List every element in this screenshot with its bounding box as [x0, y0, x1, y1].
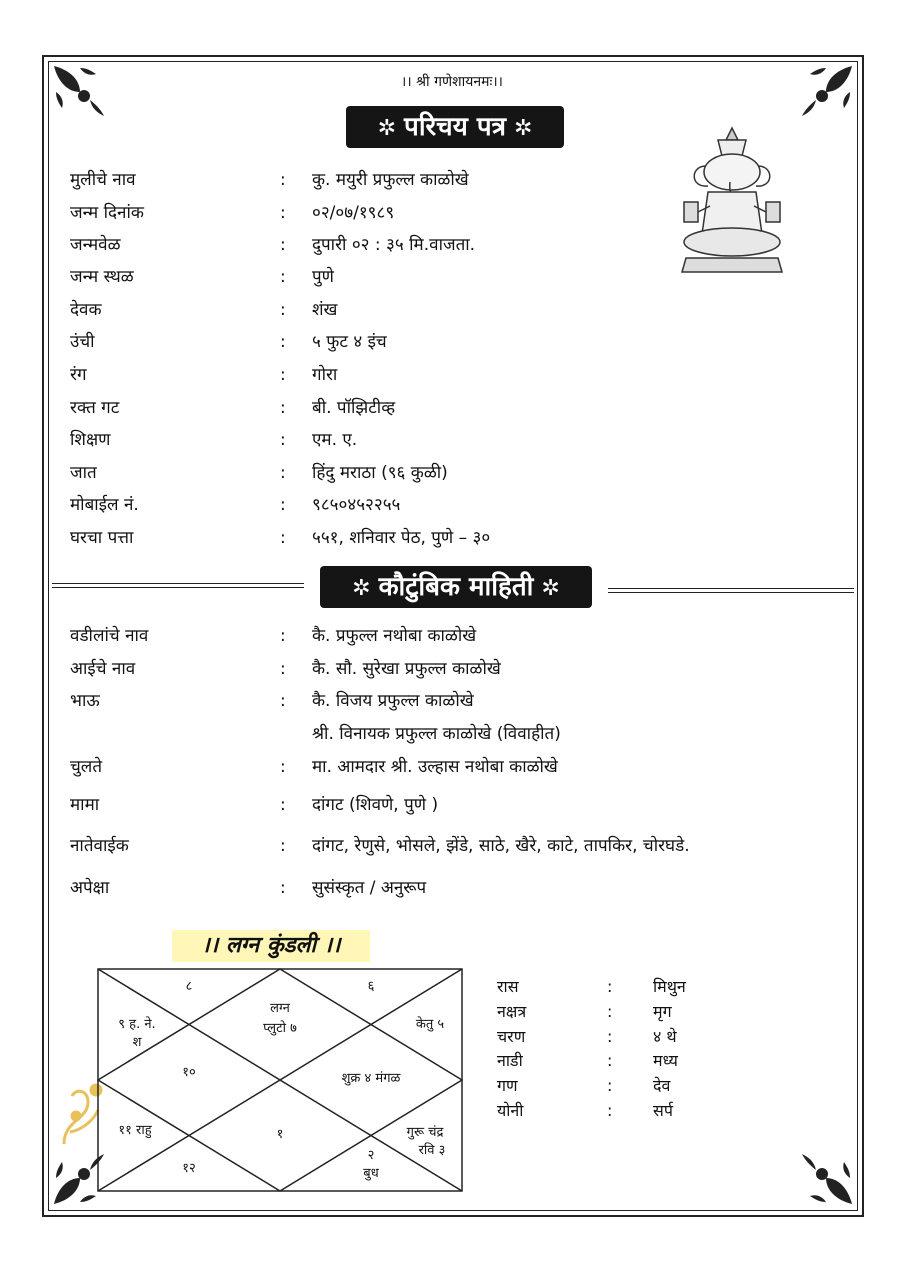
row-value: ९८५०४५२२५५ — [312, 495, 401, 515]
star-icon: ✲ — [377, 116, 397, 141]
row-label: उंची — [70, 332, 95, 352]
astro-colon: : — [607, 1101, 613, 1120]
section-divider-left — [52, 583, 304, 588]
row-value: दांगट, रेणुसे, भोसले, झेंडे, साठे, खैरे, काटे, तापकिर, चोरघडे. — [312, 836, 690, 856]
row-colon: : — [280, 365, 286, 385]
astro-label: नक्षत्र — [497, 1002, 527, 1021]
row-label: चुलते — [70, 757, 103, 777]
floral-corner-icon — [798, 62, 856, 120]
floral-corner-icon — [798, 1150, 856, 1208]
astro-label: रास — [497, 977, 519, 996]
row-value: सुसंस्कृत / अनुरूप — [312, 878, 427, 898]
row-value: हिंदु मराठा (९६ कुळी) — [312, 463, 448, 483]
house-1-planet: प्लुटो ७ — [263, 1021, 297, 1036]
astro-label: चरण — [497, 1027, 526, 1046]
row-value: कै. विजय प्रफुल्ल काळोखे — [312, 691, 474, 711]
row-colon: : — [280, 626, 286, 646]
astro-value: मध्य — [653, 1051, 678, 1070]
astro-value: ४ थे — [653, 1027, 677, 1046]
house-6-label: ६ — [367, 979, 375, 994]
row-value: कै. सौ. सुरेखा प्रफुल्ल काळोखे — [312, 659, 501, 679]
row-colon: : — [280, 757, 286, 777]
row-label: नातेवाईक — [70, 836, 129, 856]
row-colon: : — [280, 463, 286, 483]
row-colon: : — [280, 300, 286, 320]
row-value: पुणे — [312, 267, 334, 287]
row-colon: : — [280, 836, 286, 856]
row-colon: : — [280, 795, 286, 815]
row-value: बी. पॉझिटीव्ह — [312, 398, 396, 418]
kundli-chart — [97, 968, 463, 1192]
row-value: शंख — [312, 300, 338, 320]
row-colon: : — [280, 495, 286, 515]
house-10-label: १० — [182, 1065, 196, 1080]
house-2-label: २ — [367, 1148, 375, 1163]
floral-corner-icon — [50, 62, 108, 120]
house-9-label: ९ ह. ने. — [118, 1017, 156, 1032]
row-colon: : — [280, 398, 286, 418]
row-label: रंग — [70, 365, 87, 385]
row-label: मुलीचे नाव — [70, 170, 136, 190]
row-label: देवक — [70, 300, 102, 320]
row-value: दुपारी ०२ : ३५ मि.वाजता. — [312, 235, 476, 255]
house-3-label: रवि ३ — [418, 1143, 446, 1158]
row-label: जन्म स्थळ — [70, 267, 134, 287]
row-colon: : — [280, 528, 286, 548]
house-5-label: केतु ५ — [415, 1017, 445, 1032]
row-value: ५ फुट ४ इंच — [312, 332, 387, 352]
row-colon: : — [280, 170, 286, 190]
section-title-text: परिचय पत्र — [404, 112, 506, 142]
row-label: जन्म दिनांक — [70, 203, 144, 223]
star-icon: ✲ — [513, 116, 533, 141]
house-12-label: १२ — [182, 1161, 196, 1176]
star-icon: ✲ — [541, 576, 560, 601]
row-label: जात — [70, 463, 97, 483]
row-value: गोरा — [312, 365, 338, 385]
house-1-lagna: लग्न — [270, 1001, 290, 1016]
row-value: मा. आमदार श्री. उल्हास नथोबा काळोखे — [312, 757, 558, 777]
row-label: आईचे नाव — [70, 659, 136, 679]
row-colon: : — [280, 235, 286, 255]
row-colon: : — [280, 430, 286, 450]
section-title-text: कौटुंबिक माहिती — [378, 572, 534, 602]
kundli-title: ।। लग्न कुंडली ।। — [172, 930, 370, 962]
house-2-planet: बुध — [363, 1166, 379, 1181]
row-label: घरचा पत्ता — [70, 528, 134, 548]
row-value: ५५१, शनिवार पेठ, पुणे – ३० — [312, 528, 491, 548]
invocation-heading: ।। श्री गणेशायनमः।। — [401, 74, 503, 90]
astro-colon: : — [607, 1002, 613, 1021]
house-4-label: शुक्र ४ मंगळ — [341, 1071, 401, 1086]
astro-value: मृग — [653, 1002, 672, 1021]
row-label: अपेक्षा — [70, 878, 110, 898]
house-9-planet: श — [132, 1035, 142, 1050]
astro-colon: : — [607, 1076, 613, 1095]
row-colon: : — [280, 691, 286, 711]
row-colon: : — [280, 203, 286, 223]
row-colon: : — [280, 332, 286, 352]
row-label: जन्मवेळ — [70, 235, 121, 255]
row-colon: : — [280, 659, 286, 679]
row-value: दांगट (शिवणे, पुणे ) — [312, 795, 439, 815]
row-label: रक्त गट — [70, 398, 120, 418]
row-label: शिक्षण — [70, 430, 111, 450]
row-value: श्री. विनायक प्रफुल्ल काळोखे (विवाहीत) — [312, 724, 561, 744]
house-3-planets: गुरू चंद्र — [406, 1125, 444, 1140]
row-colon: : — [280, 267, 286, 287]
row-value: ०२/०७/१९८९ — [312, 203, 395, 223]
house-center-label: १ — [276, 1127, 284, 1142]
star-icon: ✲ — [352, 576, 371, 601]
row-label: वडीलांचे नाव — [70, 626, 149, 646]
astro-colon: : — [607, 977, 613, 996]
house-8-label: ८ — [185, 979, 193, 994]
section-title-introduction — [346, 106, 564, 148]
astro-label: गण — [497, 1076, 518, 1095]
row-value: कु. मयुरी प्रफुल्ल काळोखे — [312, 170, 469, 190]
row-label: मोबाईल नं. — [70, 495, 139, 515]
astro-value: देव — [653, 1076, 671, 1095]
house-11-label: ११ राहु — [118, 1123, 152, 1138]
astro-colon: : — [607, 1051, 613, 1070]
ganesh-icon — [672, 126, 792, 276]
row-value: कै. प्रफुल्ल नथोबा काळोखे — [312, 626, 477, 646]
row-label: भाऊ — [70, 691, 100, 711]
row-colon: : — [280, 878, 286, 898]
astro-value: सर्प — [653, 1101, 673, 1120]
astro-label: नाडी — [497, 1051, 523, 1070]
astro-label: योनी — [497, 1101, 524, 1120]
row-label: मामा — [70, 795, 100, 815]
row-value: एम. ए. — [312, 430, 358, 450]
section-divider-right — [608, 588, 854, 593]
astro-value: मिथुन — [653, 977, 686, 996]
astro-colon: : — [607, 1027, 613, 1046]
section-title-family — [320, 566, 592, 608]
